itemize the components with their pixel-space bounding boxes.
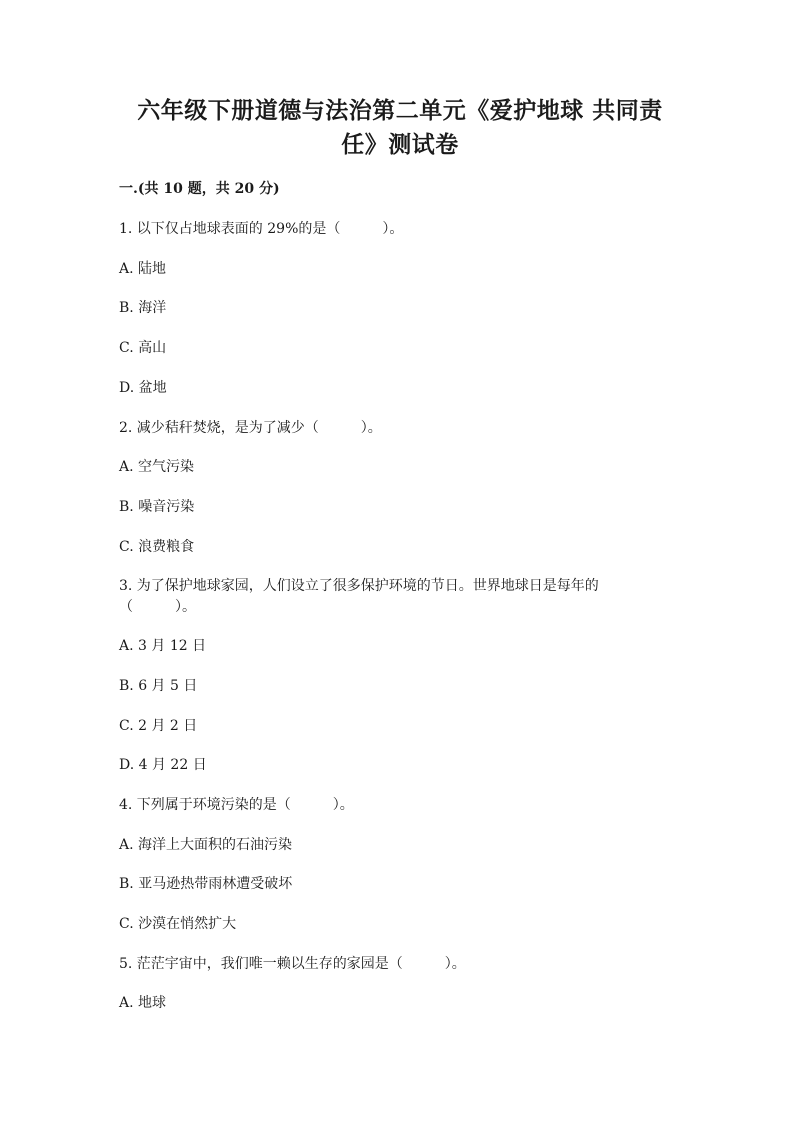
question-2-option-c: C. 浪费粮食 [119, 539, 195, 555]
question-4-option-c: C. 沙漠在悄然扩大 [119, 916, 237, 932]
question-2-stem: 2. 减少秸秆焚烧，是为了减少（ ）。 [119, 420, 382, 436]
question-4-stem: 4. 下列属于环境污染的是（ ）。 [119, 797, 354, 813]
question-3-stem-line-1: 3. 为了保护地球家园，人们设立了很多保护环境的节日。世界地球日是每年的 [119, 578, 599, 594]
title-line-2: 任》测试卷 [341, 131, 459, 158]
question-1-option-c: C. 高山 [119, 340, 167, 356]
question-1-stem: 1. 以下仅占地球表面的 29%的是（ ）。 [119, 221, 404, 237]
question-5-stem: 5. 茫茫宇宙中，我们唯一赖以生存的家园是（ ）。 [119, 956, 466, 972]
question-1-option-d: D. 盆地 [119, 380, 167, 396]
question-5-option-a: A. 地球 [119, 995, 167, 1011]
question-2-option-b: B. 噪音污染 [119, 499, 195, 515]
question-1-option-b: B. 海洋 [119, 300, 167, 316]
question-4-option-b: B. 亚马逊热带雨林遭受破坏 [119, 876, 293, 892]
question-3-option-a: A. 3 月 12 日 [119, 638, 207, 654]
section-heading: 一.(共 10 题，共 20 分) [119, 181, 280, 197]
question-3-option-c: C. 2 月 2 日 [119, 718, 198, 734]
title-line-1: 六年级下册道德与法治第二单元《爱护地球 共同责 [137, 97, 663, 124]
question-2-option-a: A. 空气污染 [119, 459, 195, 475]
document-title [110, 94, 690, 162]
question-3-option-b: B. 6 月 5 日 [119, 678, 198, 694]
question-4-option-a: A. 海洋上大面积的石油污染 [119, 837, 293, 853]
question-3-stem-line-2: （ ）。 [119, 599, 196, 615]
question-3-option-d: D. 4 月 22 日 [119, 757, 207, 773]
question-1-option-a: A. 陆地 [119, 261, 167, 277]
